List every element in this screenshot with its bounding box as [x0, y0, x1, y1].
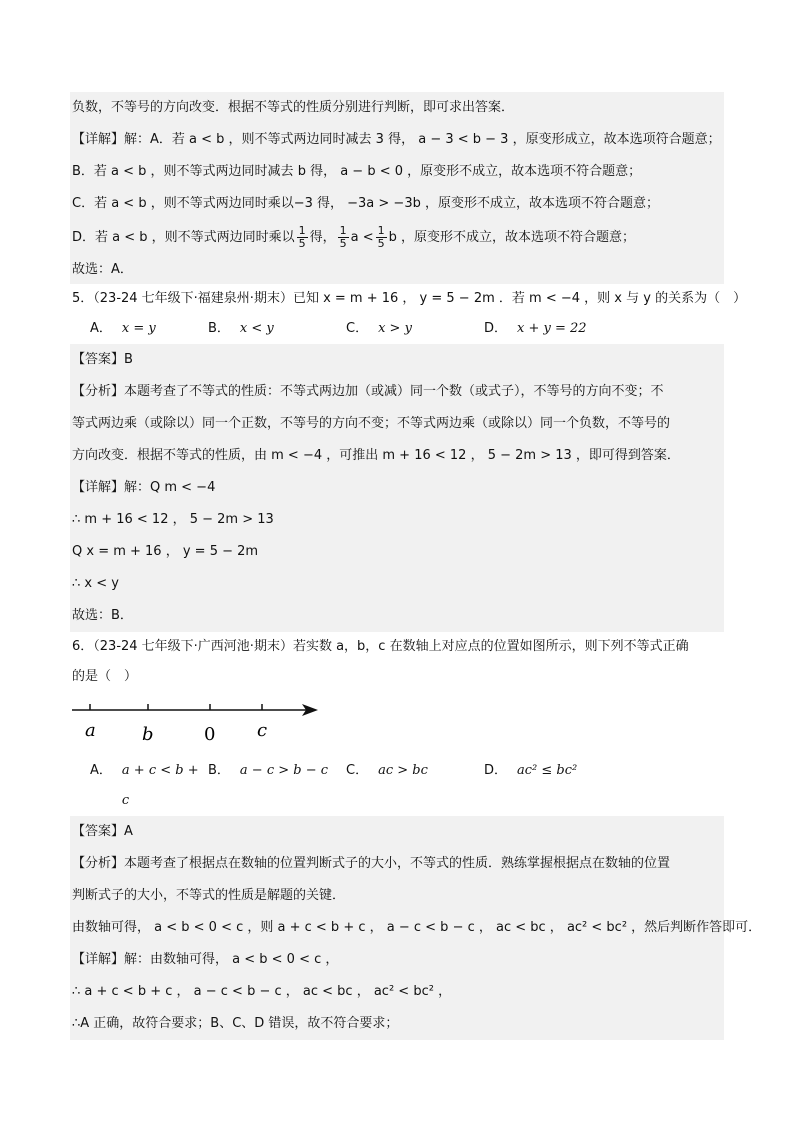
- detail-d-expr-mid: a <: [350, 230, 374, 245]
- q6-option-d[interactable]: D． ac² ≤ bc²: [484, 763, 578, 778]
- q4-analysis-tail: 负数，不等号的方向改变．根据不等式的性质分别进行判断，即可求出答案．: [72, 100, 515, 115]
- q6-stem-2: 的是（ ）: [72, 669, 138, 684]
- q5-option-c[interactable]: C． x > y: [346, 321, 412, 336]
- detail-a-text: 解：A．若 a < b ，则不等式两边同时减去 3 得， a − 3 < b − 3 ，原变形成立，故本选项符合题意；: [124, 132, 721, 147]
- q5-option-d[interactable]: D． x + y = 22: [484, 321, 587, 336]
- q6-answer: 【答案】A: [72, 824, 133, 839]
- q4-detail-a: [70, 124, 724, 156]
- q6-option-a[interactable]: A． a + c < b + c: [90, 763, 199, 808]
- q5-detail-1: 【详解】解：Q m < −4: [72, 480, 216, 495]
- label-a: a: [85, 720, 96, 741]
- q5-analysis-2: 等式两边乘（或除以）同一个正数，不等号的方向不变；不等式两边乘（或除以）同一个负数，不等号的: [72, 416, 671, 431]
- q5-analysis-3: 方向改变．根据不等式的性质，由 m < −4 ，可推出 m + 16 < 12 ， 5 − 2m > 13 ，即可得到答案．: [72, 448, 680, 463]
- label-b: b: [142, 724, 154, 745]
- document-body: [70, 92, 762, 1040]
- number-line-svg: [70, 692, 330, 756]
- q4-solution-block: [70, 92, 724, 284]
- q6-detail-2: ∴ a + c < b + c ， a − c < b − c ， ac < bc ， ac² < bc² ，: [72, 984, 452, 999]
- detail-d-mid: 得，: [309, 230, 336, 245]
- detail-d-pre: D．若 a < b ，则不等式两边同时乘以: [72, 230, 295, 245]
- fraction-one-fifth: $\frac{1}{5}$: [298, 224, 306, 250]
- q5-solution-block: [70, 344, 724, 632]
- q5-stem: 5．（23-24 七年级下·福建泉州·期末）已知 x = m + 16 ， y = 5 − 2m ．若 m < −4 ，则 x 与 y 的关系为（ ）: [72, 291, 747, 306]
- fraction-one-fifth-2: $\frac{1}{5}$: [339, 224, 347, 250]
- q5-analysis-1: 【分析】本题考查了不等式的性质：不等式两边加（或减）同一个数（或式子），不等号的方向不变；不: [72, 384, 664, 399]
- q4-detail-c: C．若 a < b ，则不等式两边同时乘以−3 得， −3a > −3b ，原变形不成立，故本选项不符合题意；: [72, 196, 659, 211]
- q6-option-c[interactable]: C． ac > bc: [346, 763, 428, 778]
- number-line-figure: [70, 692, 724, 756]
- label-c: c: [257, 720, 268, 741]
- detail-label: 【详解】: [72, 132, 125, 147]
- q6-analysis-3: 由数轴可得， a < b < 0 < c ，则 a + c < b + c ， a − c < b − c ， ac < bc ， ac² < bc² ，然后判断作答即可．: [72, 920, 762, 935]
- q5-options: [70, 314, 724, 344]
- q4-detail-b: B．若 a < b ，则不等式两边同时减去 b 得， a − b < 0 ，原变形不成立，故本选项不符合题意；: [72, 164, 642, 179]
- q5-option-b[interactable]: B． x < y: [208, 321, 274, 336]
- q6-analysis-2: 判断式子的大小，不等式的性质是解题的关键．: [72, 888, 346, 903]
- fraction-one-fifth-3: $\frac{1}{5}$: [377, 224, 385, 250]
- q4-choose: 故选：A．: [72, 262, 133, 277]
- q6-solution-block: [70, 816, 762, 1040]
- q6-option-b[interactable]: B． a − c > b − c: [208, 763, 329, 778]
- q5-answer: 【答案】B: [72, 352, 133, 367]
- label-0: 0: [204, 724, 216, 745]
- q5-choose: 故选：B．: [72, 608, 133, 623]
- q5-detail-2: ∴ m + 16 < 12 ， 5 − 2m > 13: [72, 512, 274, 527]
- q6-stem-1: 6．（23-24 七年级下·广西河池·期末）若实数 a，b，c 在数轴上对应点的位置如图所示，则下列不等式正确: [72, 639, 689, 654]
- detail-d-expr-end: b ，原变形不成立，故本选项不符合题意；: [388, 230, 636, 245]
- q4-detail-d: [70, 220, 724, 256]
- q6-options: [70, 756, 724, 816]
- q5-detail-3: Q x = m + 16 ， y = 5 − 2m: [72, 544, 259, 559]
- q5-option-a[interactable]: A． x = y: [90, 321, 156, 336]
- q6-detail-1: 【详解】解：由数轴可得， a < b < 0 < c ，: [72, 952, 339, 967]
- q5-detail-4: ∴ x < y: [72, 576, 119, 591]
- q6-detail-3: ∴A 正确，故符合要求；B、C、D 错误，故不符合要求；: [72, 1016, 399, 1031]
- q6-analysis-1: 【分析】本题考查了根据点在数轴的位置判断式子的大小，不等式的性质．熟练掌握根据点在数轴的位置: [72, 856, 671, 871]
